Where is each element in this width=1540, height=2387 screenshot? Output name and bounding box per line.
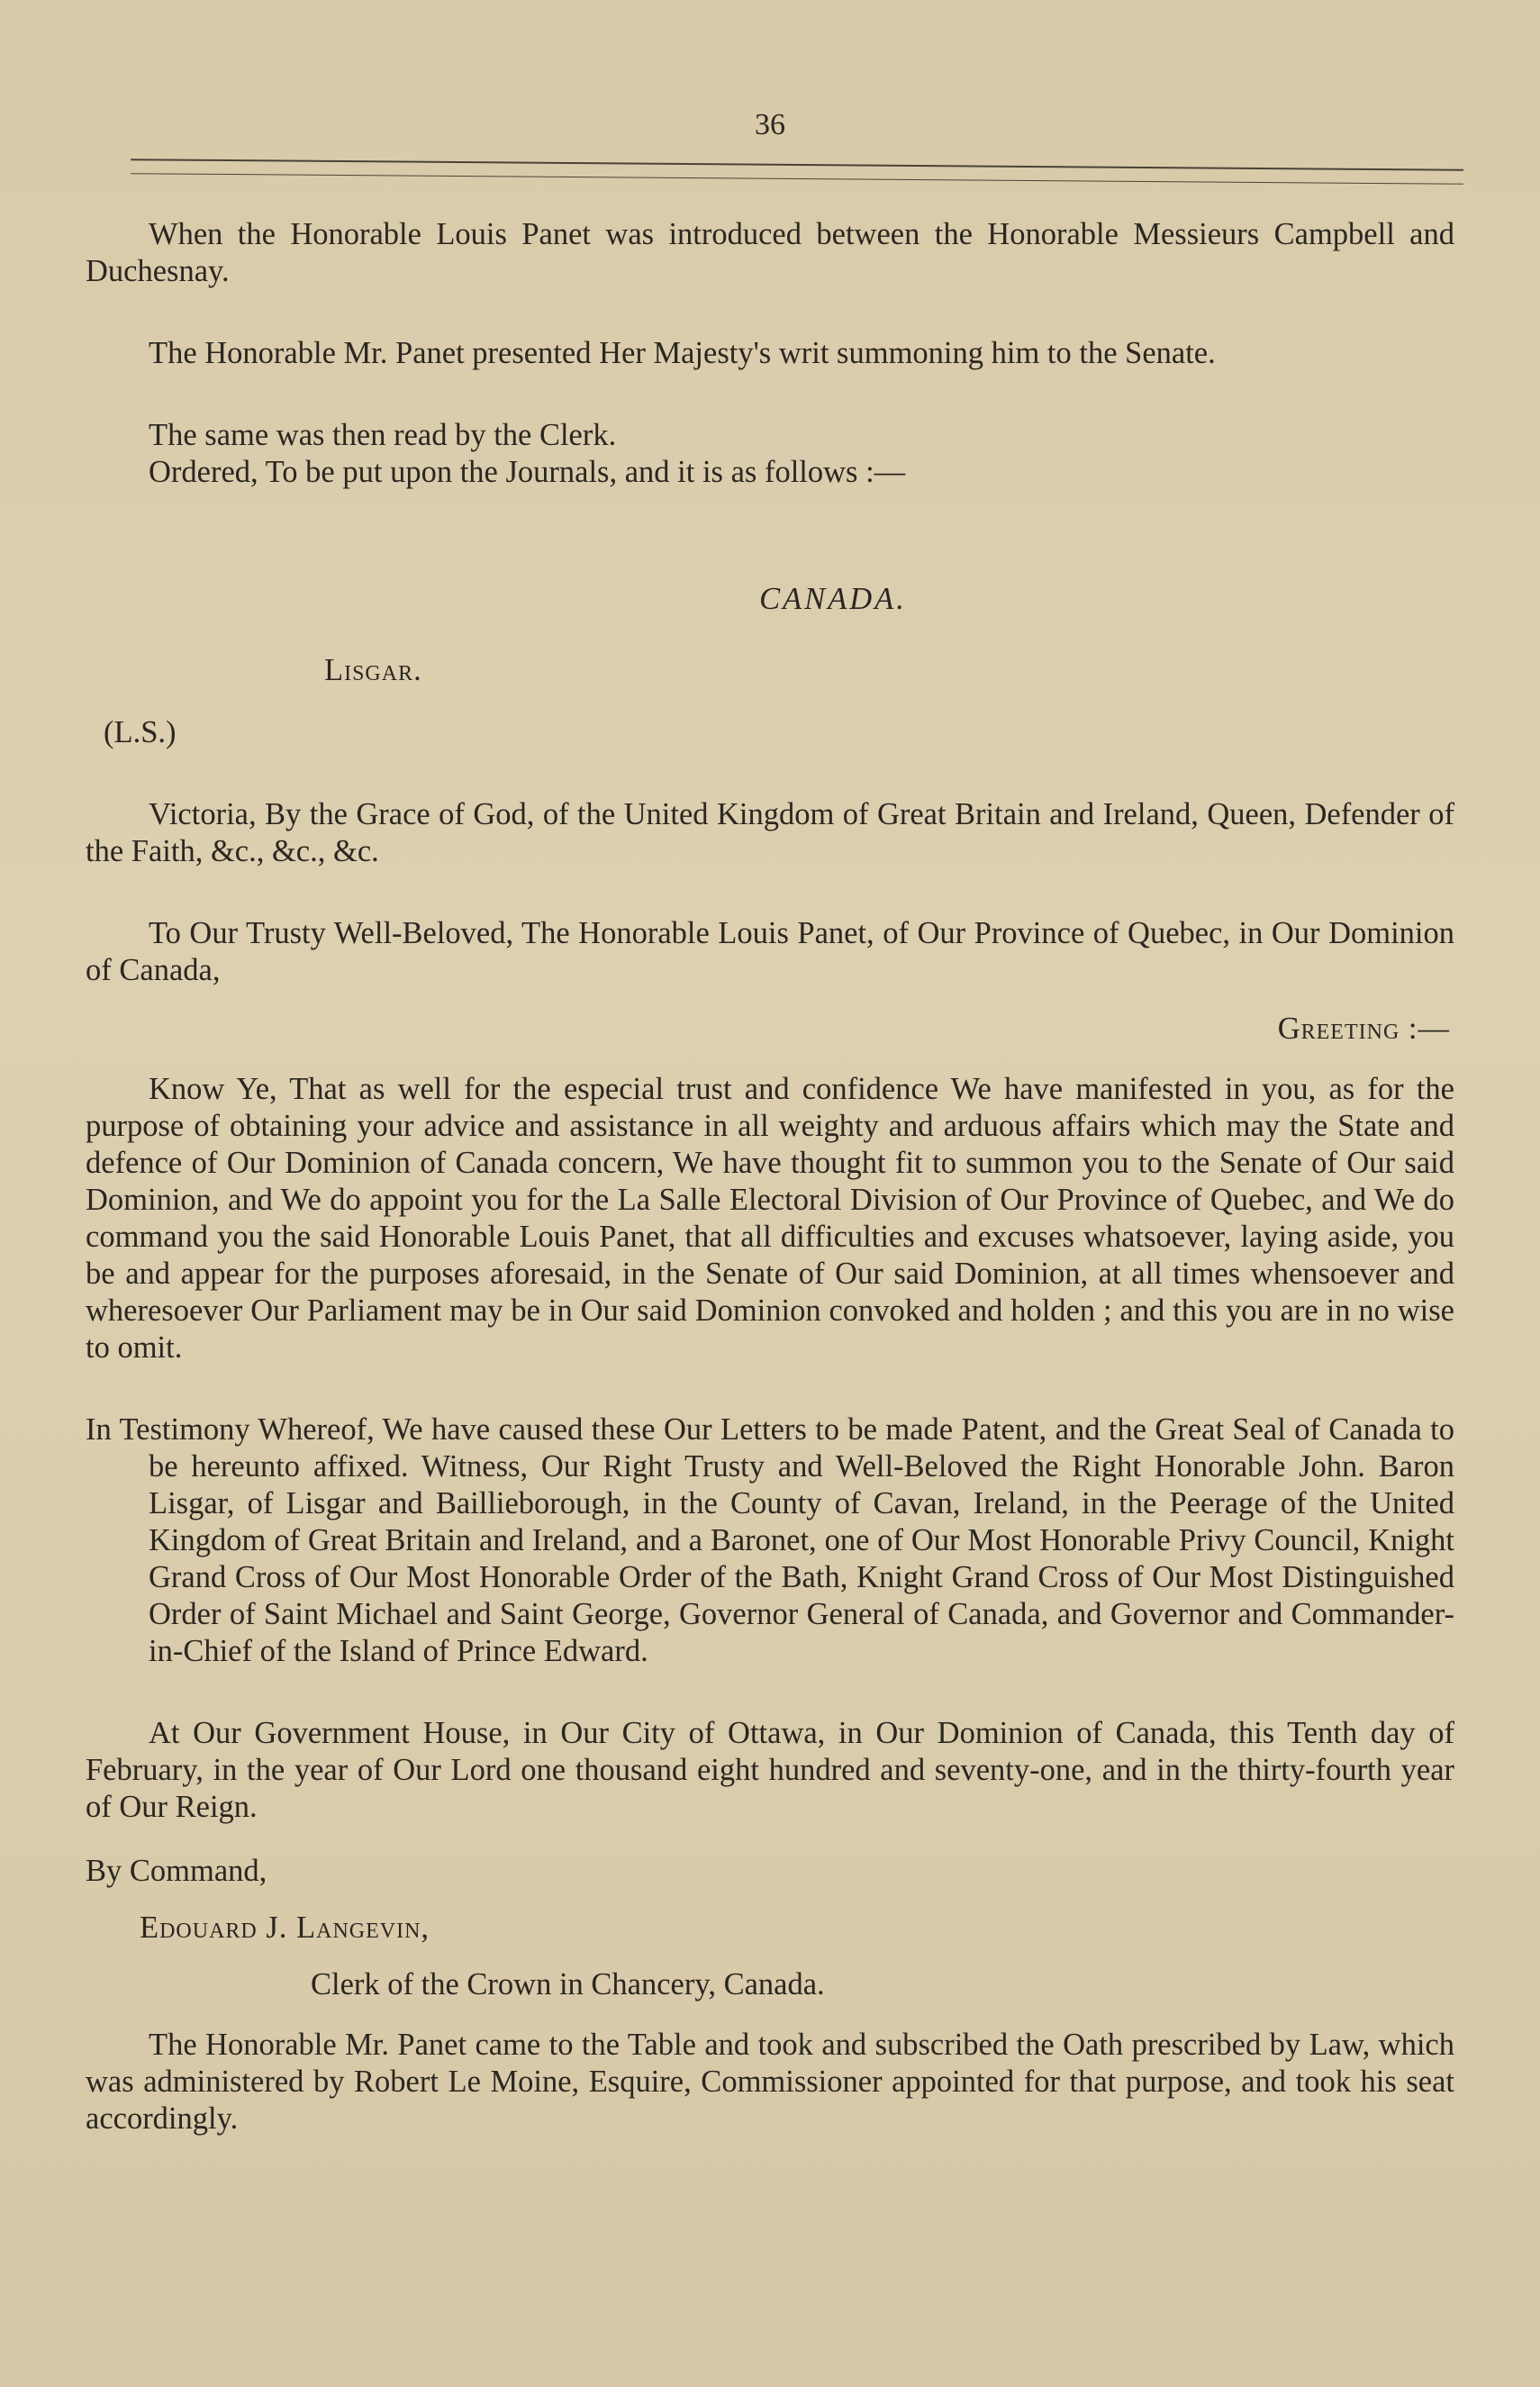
read-paragraph: The same was then read by the Clerk. bbox=[149, 418, 617, 452]
testimony-paragraph: In Testimony Whereof, We have caused these Our Letters to be made Patent, and the Great Seal of Canada to be hereunto affixed. Witness, Our Right Trusty and Well-Beloved the Right Honorable John. Baron Lisgar, of Lisgar and Baillieborough, in the County of Cavan, Ireland, in the Peerage of the United Kingdom of Great Britain and Ireland, and a Baronet, one of Our Most Honorable Privy Council, Knight Grand Cross of Our Most Honorable Order of the Bath, Knight Grand Cross of Our Most Distinguished Order of Saint Michael and Saint George, Governor General of Canada, and Governor and Commander-in-Chief of the Island of Prince Edward. bbox=[86, 1412, 1454, 1668]
address-paragraph: To Our Trusty Well-Beloved, The Honorable Louis Panet, of Our Province of Quebec, in Our Dominion of Canada, bbox=[86, 916, 1454, 987]
governor-name: Lisgar. bbox=[324, 653, 422, 687]
header-rule bbox=[131, 159, 1463, 185]
writ-heading: CANADA. bbox=[759, 582, 907, 616]
seal-mark: (L.S.) bbox=[104, 715, 177, 749]
page-number: 36 bbox=[755, 108, 785, 141]
ordered-paragraph: Ordered, To be put upon the Journals, and it is as follows :— bbox=[149, 455, 906, 489]
presented-paragraph: The Honorable Mr. Panet presented Her Majesty's writ summoning him to the Senate. bbox=[149, 336, 1216, 370]
victoria-paragraph: Victoria, By the Grace of God, of the United Kingdom of Great Britain and Ireland, Queen, Defender of the Faith, &c., &c., &c. bbox=[86, 797, 1454, 868]
greeting: Greeting :— bbox=[1277, 1012, 1450, 1046]
page-body bbox=[86, 216, 1454, 2137]
given-at-paragraph: At Our Government House, in Our City of Ottawa, in Our Dominion of Canada, this Tenth day of February, in the year of Our Lord one thousand eight hundred and seventy-one, and in the thirty-fourth year of Our Reign. bbox=[86, 1716, 1454, 1824]
by-command: By Command, bbox=[86, 1854, 267, 1888]
know-ye-paragraph: Know Ye, That as well for the especial trust and confidence We have manifested in you, as for the purpose of obtaining your advice and assistance in all weighty and arduous affairs which may the State and defence of Our Dominion of Canada concern, We have thought fit to summon you to the Senate of Our said Dominion, and We do appoint you for the La Salle Electoral Division of Our Province of Quebec, and We do command you the said Honorable Louis Panet, that all difficulties and excuses whatsoever, laying aside, you be and appear for the purposes aforesaid, in the Senate of Our said Dominion, at all times whensoever and wheresoever Our Parliament may be in Our said Dominion convoked and holden ; and this you are in no wise to omit. bbox=[86, 1072, 1454, 1365]
intro-paragraph: When the Honorable Louis Panet was introduced between the Honorable Messieurs Campbell and Duchesnay. bbox=[86, 217, 1454, 288]
clerk-title: Clerk of the Crown in Chancery, Canada. bbox=[311, 1967, 825, 2001]
oath-paragraph: The Honorable Mr. Panet came to the Table and took and subscribed the Oath prescribed by Law, which was administered by Robert Le Moine, Esquire, Commissioner appointed for that purpose, and took his seat accordingly. bbox=[86, 2028, 1454, 2136]
signer-name: Edouard J. Langevin, bbox=[140, 1911, 430, 1945]
